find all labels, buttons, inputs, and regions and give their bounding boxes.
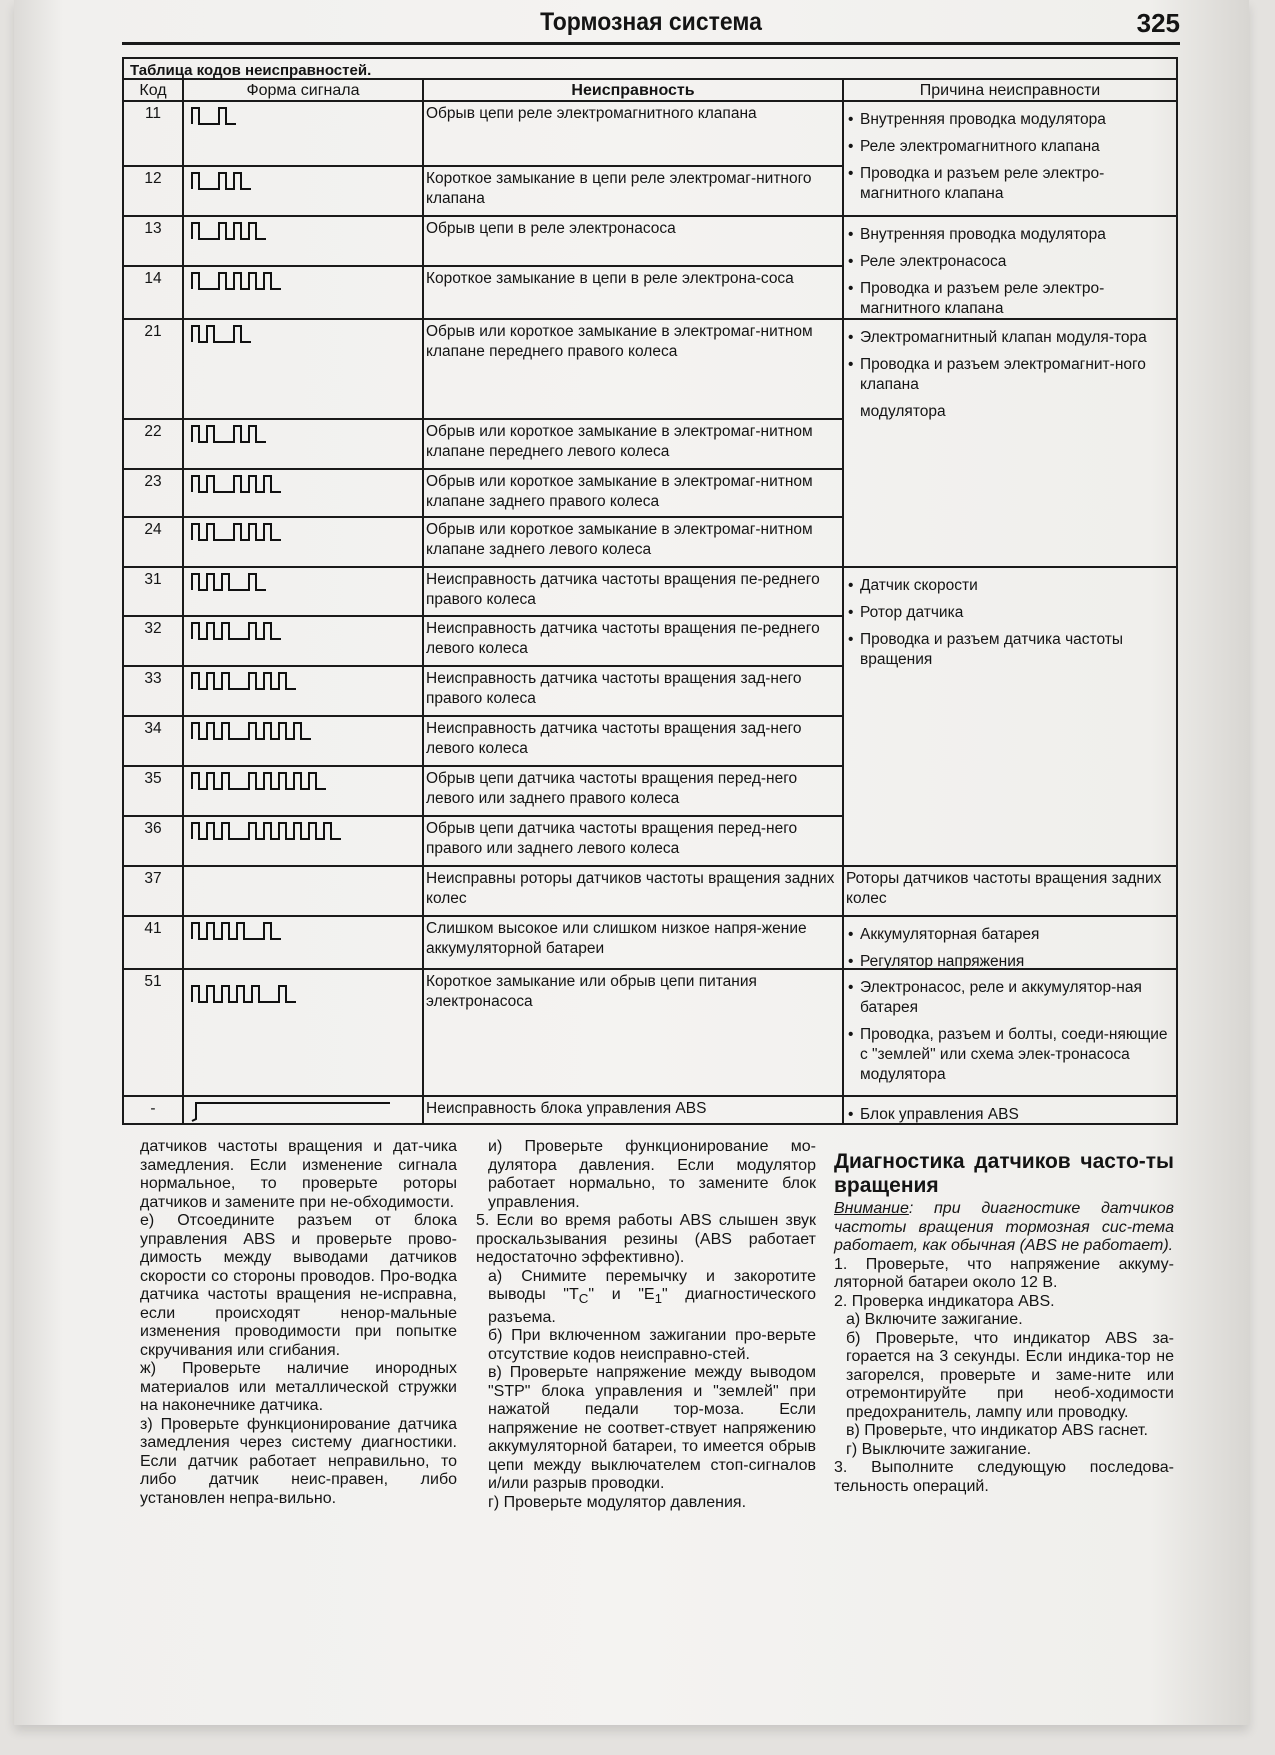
section-title: Диагностика датчиков часто-ты вращения (834, 1150, 1174, 1197)
fault-description: Короткое замыкание или обрыв цепи питания электронасоса (426, 973, 757, 1010)
row-divider (124, 715, 844, 717)
cause-list (846, 328, 1174, 422)
error-code: 34 (144, 720, 162, 737)
text-run: " и "E (588, 1286, 655, 1303)
signal-waveform (190, 1101, 395, 1123)
cause-group-divider (844, 915, 1176, 917)
subscript: 1 (654, 1291, 663, 1307)
cause-text: Роторы датчиков частоты вращения задних колес (846, 870, 1162, 907)
page-number: 325 (1136, 8, 1180, 38)
cause-item: • Регулятор напряжения (846, 952, 1174, 972)
fault-description: Короткое замыкание в цепи реле электромаг-нитного клапана (426, 170, 812, 207)
row-divider (124, 418, 844, 420)
row-divider (124, 865, 844, 867)
header-waveform: Форма сигнала (246, 82, 360, 99)
note (834, 1200, 1174, 1256)
signal-waveform (190, 106, 240, 128)
row-divider (124, 468, 844, 470)
error-code: 12 (144, 170, 162, 187)
caption-divider (124, 78, 1176, 80)
cause-item: • Электромагнитный клапан модуля-тора (846, 328, 1174, 348)
row-divider (124, 765, 844, 767)
paragraph: и) Проверьте функционирование мо-дулятора давления. Если модулятор работает нормально, то замените блок управления. (488, 1138, 816, 1211)
signal-waveform (190, 921, 285, 943)
signal-waveform (190, 474, 285, 496)
page-title: Тормозная система (540, 8, 762, 36)
waveform-trace (192, 173, 251, 189)
cause-item: • Реле электронасоса (846, 252, 1174, 272)
row-divider (124, 968, 844, 970)
cause-item: • Проводка и разъем датчика частоты вращения (846, 630, 1174, 670)
paragraph: е) Отсоедините разъем от блока управления ABS и проверьте прово-димость между выводами датчиков скорости со стороны проводов. Про-водка датчика частоты вращения не-исправна, если происходят ненор-мальные изменения проводимости при попытке скручивания или сгибания. (140, 1212, 457, 1359)
signal-waveform (190, 324, 255, 346)
signal-waveform (190, 721, 315, 743)
cause-item: • Проводка и разъем реле электро-магнитного клапана (846, 164, 1174, 204)
body-column-2 (476, 1138, 816, 1512)
fault-description: Обрыв или короткое замыкание в электромаг-нитном клапане заднего правого колеса (426, 473, 813, 510)
error-code: 24 (144, 521, 162, 538)
paragraph: 2. Проверка индикатора ABS. (834, 1292, 1055, 1310)
header-code: Код (139, 82, 167, 99)
table-caption: Таблица кодов неисправностей. (130, 62, 372, 79)
signal-waveform (190, 621, 285, 643)
waveform-trace (192, 574, 266, 590)
cause-group (846, 869, 1174, 909)
error-code: 14 (144, 270, 162, 287)
cause-item: • Внутренняя проводка модулятора (846, 110, 1174, 130)
error-code: 36 (144, 820, 162, 837)
waveform-trace (192, 326, 251, 342)
fault-description: Неисправность датчика частоты вращения пе-реднего правого колеса (426, 571, 820, 608)
fault-description: Обрыв цепи реле электромагнитного клапана (426, 105, 757, 122)
error-code: 41 (144, 920, 162, 937)
cause-group (846, 328, 1174, 429)
signal-waveform (190, 221, 270, 243)
col-divider-2 (422, 78, 424, 1123)
paragraph: 5. Если во время работы ABS слышен звук проскальзывания резины (ABS работает недостаточно эффективно). (476, 1212, 816, 1266)
cause-group (846, 1105, 1174, 1132)
cause-group (846, 925, 1174, 979)
page-header (122, 8, 1180, 45)
row-divider (124, 165, 844, 167)
signal-waveform (190, 671, 300, 693)
cause-group (846, 110, 1174, 211)
error-code: 23 (144, 473, 162, 490)
fault-description: Неисправность датчика частоты вращения зад-него левого колеса (426, 720, 802, 757)
error-code: 13 (144, 220, 162, 237)
fault-description: Обрыв цепи в реле электронасоса (426, 220, 676, 237)
error-code: 35 (144, 770, 162, 787)
paragraph: а) Включите зажигание. (846, 1311, 1023, 1328)
error-code: - (150, 1100, 156, 1117)
paragraph: з) Проверьте функционирование датчика замедления через систему диагностики. Если датчик работает неправильно, то либо датчик неис-правен, либо установлен непра-вильно. (140, 1415, 457, 1507)
cause-item: • Внутренняя проводка модулятора (846, 225, 1174, 245)
text-run: " диагностического разъема. (488, 1286, 817, 1326)
error-code: 37 (144, 870, 162, 887)
fault-description: Неисправность блока управления ABS (426, 1100, 707, 1117)
cause-item: • Проводка и разъем электромагнит-ного клапана (846, 355, 1174, 395)
cause-list (846, 225, 1174, 319)
paragraph: г) Выключите зажигание. (846, 1440, 1032, 1458)
cause-item: • Аккумуляторная батарея (846, 925, 1174, 945)
signal-waveform (190, 424, 270, 446)
error-code: 21 (144, 323, 162, 340)
waveform-trace (192, 273, 281, 289)
row-divider (124, 1095, 844, 1097)
cause-item: • Датчик скорости (846, 576, 1174, 596)
signal-waveform (190, 821, 345, 843)
fault-code-table (122, 57, 1178, 1125)
cause-item: • Блок управления ABS (846, 1105, 1174, 1125)
cause-group (846, 978, 1174, 1092)
text-run: а) Снимите перемычку и закоротите выводы "T (488, 1267, 816, 1303)
paragraph: в) Проверьте напряжение между выводом "STP" блока управления и "землей" при нажатой педали тор-моза. Если напряжение не соответ-ствует напряжению аккумуляторной батареи, то имеется обрыв цепи между выключателем стоп-сигналов и/или разрыв проводки. (488, 1364, 816, 1493)
row-divider (124, 215, 844, 217)
cause-list (846, 978, 1174, 1085)
row-divider (124, 915, 844, 917)
cause-item: • Проводка, разъем и болты, соеди-няющие с "землей" или схема элек-тронасоса модулятора (846, 1025, 1174, 1085)
paragraph: датчиков частоты вращения и дат-чика замедления. Если изменение сигнала нормальное, то проверьте роторы датчиков и замените при не-обходимости. (140, 1138, 457, 1211)
waveform-trace (192, 623, 281, 639)
error-code: 22 (144, 423, 162, 440)
error-code: 32 (144, 620, 162, 637)
header-cause: Причина неисправности (919, 82, 1101, 99)
waveform-trace (192, 723, 311, 739)
paragraph: 3. Выполните следующую последова-тельность операций. (834, 1459, 1174, 1495)
error-code: 33 (144, 670, 162, 687)
waveform-trace (192, 476, 281, 492)
paragraph: б) При включенном зажигании про-верьте отсутствие кодов неисправно-стей. (488, 1327, 816, 1363)
waveform-trace (192, 223, 266, 239)
paragraph: г) Проверьте модулятор давления. (488, 1493, 747, 1511)
fault-description: Обрыв или короткое замыкание в электромаг-нитном клапане переднего левого колеса (426, 423, 813, 460)
col-divider-1 (182, 78, 184, 1123)
row-divider (124, 516, 844, 518)
fault-description: Короткое замыкание в цепи в реле электрона-соса (426, 270, 794, 287)
cause-group (846, 576, 1174, 677)
waveform-trace (192, 673, 296, 689)
row-divider (124, 615, 844, 617)
header-fault: Неисправность (571, 82, 695, 99)
fault-description: Слишком высокое или слишком низкое напря-жение аккумуляторной батареи (426, 920, 807, 957)
error-code: 51 (144, 973, 162, 990)
cause-list (846, 110, 1174, 204)
paragraph: б) Проверьте, что индикатор ABS за-горается на 3 секунды. Если индика-тор не загорелся, проверьте и заме-ните или отремонтируйте при необ-ходимости предохранитель, лампу или проводку. (846, 1329, 1174, 1421)
body-column-1 (140, 1138, 457, 1508)
fault-description: Неисправность датчика частоты вращения зад-него правого колеса (426, 670, 802, 707)
cause-list (846, 1105, 1174, 1125)
row-divider (124, 815, 844, 817)
cause-item-continuation: модулятора (860, 403, 946, 420)
cause-item: • Проводка и разъем реле электро-магнитного клапана (846, 279, 1174, 319)
fault-description: Обрыв цепи датчика частоты вращения перед-него левого или заднего правого колеса (426, 770, 798, 807)
signal-waveform (190, 271, 285, 293)
waveform-trace (192, 923, 281, 939)
signal-waveform (190, 522, 285, 544)
waveform-trace (192, 524, 281, 540)
fault-description: Неисправны роторы датчиков частоты вращения задних колес (426, 870, 835, 907)
error-code: 11 (144, 105, 162, 122)
cause-item: • Реле электромагнитного клапана (846, 137, 1174, 157)
cause-list (846, 925, 1174, 972)
header-divider (124, 100, 1176, 102)
note-label: Внимание (834, 1200, 909, 1217)
cause-group-divider (844, 215, 1176, 217)
signal-waveform (190, 171, 255, 193)
cause-group-divider (844, 865, 1176, 867)
row-divider (124, 665, 844, 667)
row-divider (124, 318, 844, 320)
paragraph: ж) Проверьте наличие инородных материалов или металлической стружки на наконечнике датчика. (140, 1360, 457, 1414)
paragraph: 1. Проверьте, что напряжение аккуму-ляторной батареи около 12 В. (834, 1255, 1174, 1291)
cause-group-divider (844, 1095, 1176, 1097)
col-divider-3 (842, 78, 844, 1123)
cause-list (846, 576, 1174, 670)
cause-group (846, 225, 1174, 326)
row-divider (124, 566, 844, 568)
cause-group-divider (844, 566, 1176, 568)
note-text: : при диагностике датчиков частоты вращения тормозная сис-тема работает, как обычная (ABS не работает). (834, 1200, 1174, 1254)
fault-description: Обрыв или короткое замыкание в электромаг-нитном клапане заднего левого колеса (426, 521, 813, 558)
paragraph (476, 1268, 816, 1328)
fault-description: Обрыв или короткое замыкание в электромаг-нитном клапане переднего правого колеса (426, 323, 813, 360)
waveform-trace (192, 1103, 390, 1121)
error-code: 31 (144, 571, 162, 588)
signal-waveform (190, 572, 270, 594)
subscript: C (578, 1291, 589, 1307)
row-divider (124, 265, 844, 267)
waveform-trace (192, 823, 341, 839)
signal-waveform (190, 771, 330, 793)
cause-item: • Электронасос, реле и аккумулятор-ная батарея (846, 978, 1174, 1018)
cause-item: • Ротор датчика (846, 603, 1174, 623)
body-column-3 (834, 1150, 1174, 1496)
waveform-trace (192, 986, 296, 1002)
fault-description: Обрыв цепи датчика частоты вращения перед-него правого или заднего левого колеса (426, 820, 798, 857)
fault-description: Неисправность датчика частоты вращения пе-реднего левого колеса (426, 620, 820, 657)
paragraph: в) Проверьте, что индикатор ABS гаснет. (846, 1422, 1148, 1439)
waveform-trace (192, 426, 266, 442)
signal-waveform (190, 984, 300, 1006)
waveform-trace (192, 773, 326, 789)
waveform-trace (192, 108, 236, 124)
